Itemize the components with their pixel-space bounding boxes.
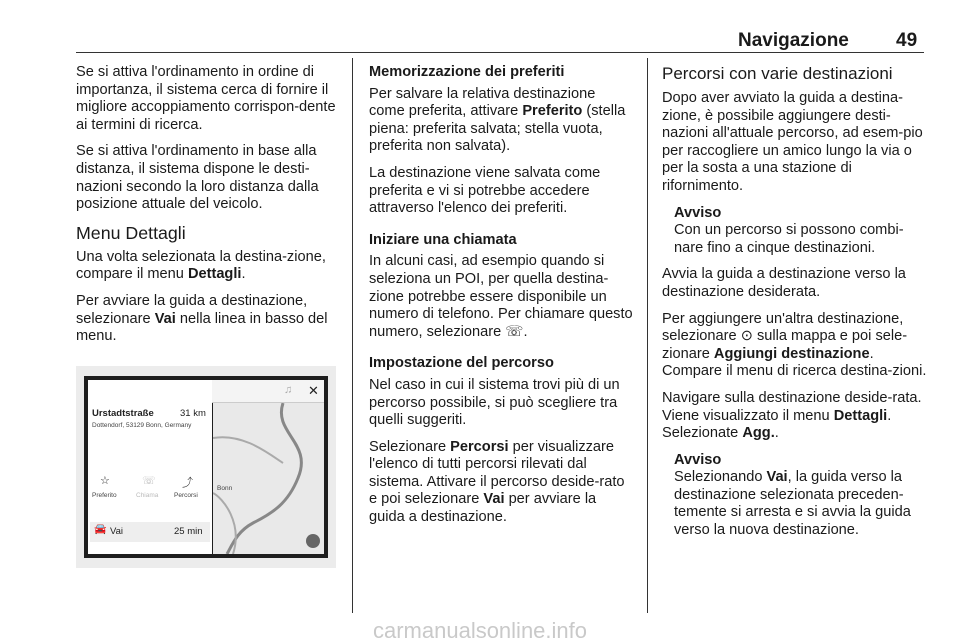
preferito-label: Preferito	[92, 492, 117, 499]
paragraph: In alcuni casi, ad esempio quando si seleziona un POI, per quella destina-zione potrebbe essere disponibile un numero di telefono. Per chiamare questo numero, selezionare ☏.	[369, 253, 633, 340]
column-3	[662, 64, 928, 549]
paragraph: La destinazione viene salvata come preferita e vi si potrebbe accedere attraverso l'elenco dei preferiti.	[369, 164, 601, 217]
heading-memorizzazione: Memorizzazione dei preferiti	[369, 64, 565, 80]
footer-watermark: carmanualsonline.info	[372, 618, 588, 643]
paragraph: Se si attiva l'ordinamento in base alla distanza, il sistema dispone le desti-nazioni secondo la loro distanza dalla posizione attuale del veicolo.	[76, 143, 319, 213]
note-avviso	[674, 205, 928, 258]
note-text: Con un percorso si possono combi-nare fino a cinque destinazioni.	[674, 222, 904, 256]
street-name: Urstadtstraße	[92, 408, 154, 419]
music-icon: ♫	[284, 384, 293, 396]
infotainment-screen-illustration	[76, 366, 336, 568]
map-roads	[213, 403, 324, 554]
section-title: Navigazione	[738, 30, 849, 51]
paragraph: Navigare sulla destinazione deside-rata. Viene visualizzato il menu Dettagli. Selezionate Agg..	[662, 389, 922, 442]
note-title: Avviso	[674, 451, 722, 468]
paragraph: Dopo aver avviato la guida a destina-zione, è possibile aggiungere desti-nazioni all'attuale percorso, ad esem-pio per raccogliere un amico lungo la via o per la sosta a una stazione di rifornimento.	[662, 90, 923, 194]
close-icon: ✕	[308, 383, 319, 398]
chiama-label: Chiama	[136, 492, 159, 499]
map-view	[213, 403, 324, 554]
column-2	[369, 64, 635, 536]
paragraph: Se si attiva l'ordinamento in ordine di importanza, il sistema cerca di fornire il migliore accoppiamento corrispon-dente ai termini di ricerca.	[76, 64, 336, 133]
column-1	[76, 64, 340, 355]
page-number: 49	[896, 30, 918, 51]
target-icon: ⊙	[740, 328, 753, 345]
vai-label: Vai	[110, 526, 124, 537]
heading-menu-dettagli: Menu Dettagli	[76, 222, 186, 243]
column-divider-2	[647, 58, 648, 613]
heading-percorso: Impostazione del percorso	[369, 355, 554, 372]
street-address: Dottendorf, 53129 Bonn, Germany	[92, 422, 192, 429]
car-icon: 🚘	[94, 524, 107, 535]
paragraph: Una volta selezionata la destina-zione, compare il menu Dettagli.	[76, 248, 326, 283]
header-rule	[76, 52, 924, 53]
paragraph: Selezionare Percorsi per visualizzare l'elenco di tutti percorsi rilevati dal sistema. Attivare il percorso deside-rato e poi selezionare Vai per avviare la guida a destinazione.	[369, 438, 625, 526]
note-text: Selezionando Vai, la guida verso la destinazione selezionata preceden-temente si arresta e si avvia la guida verso la nuova destinazione.	[674, 469, 911, 539]
heading-chiamata: Iniziare una chiamata	[369, 231, 517, 248]
travel-time: 25 min	[174, 526, 203, 537]
percorsi-label: Percorsi	[174, 492, 198, 499]
star-icon: ☆	[100, 475, 110, 487]
note-avviso	[674, 452, 928, 540]
route-icon: ⤴	[182, 477, 193, 489]
paragraph: Per aggiungere un'altra destinazione, selezionare ⊙ sulla mappa e poi sele-zionare Aggiungi destinazione. Compare il menu di ricerca destina-zioni.	[662, 310, 927, 380]
heading-varie-destinazioni: Percorsi con varie destinazioni	[662, 64, 893, 83]
column-divider-1	[352, 58, 353, 613]
paragraph: Nel caso in cui il sistema trovi più di un percorso possibile, si può scegliere tra quelli suggeriti.	[369, 376, 620, 429]
map-city-label: Bonn	[217, 485, 233, 492]
note-title: Avviso	[674, 204, 722, 221]
paragraph: Per avviare la guida a destinazione, selezionare Vai nella linea in basso del menu.	[76, 292, 328, 345]
phone-icon: ☏	[505, 323, 524, 340]
street-distance: 31 km	[180, 408, 206, 419]
paragraph: Avvia la guida a destinazione verso la destinazione desiderata.	[662, 266, 906, 300]
paragraph: Per salvare la relativa destinazione come preferita, attivare Preferito (stella piena: preferita salvata; stella vuota, preferita non salvata).	[369, 85, 626, 155]
phone-icon: ☏	[142, 475, 156, 487]
